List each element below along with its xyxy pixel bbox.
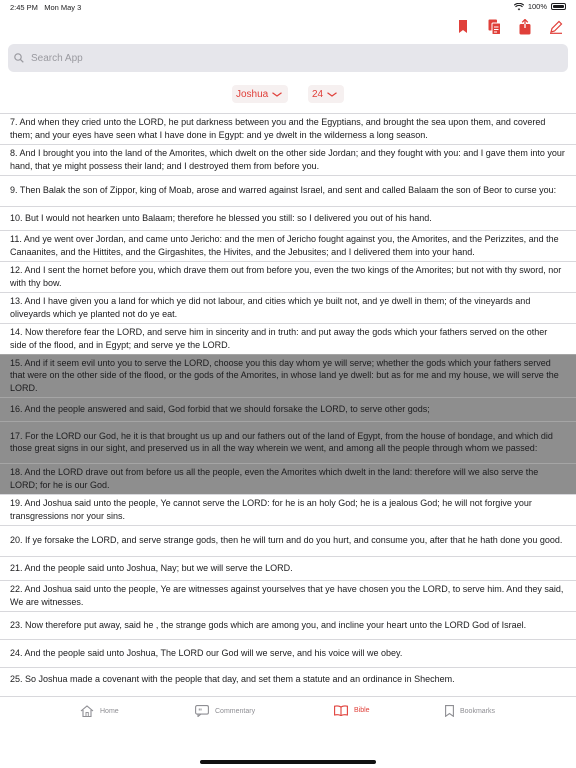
verse-text: 16. And the people answered and said, God forbid that we should forsake the LORD, to serve other gods; bbox=[10, 403, 430, 414]
battery-icon bbox=[551, 3, 566, 10]
verse-text: 19. And Joshua said unto the people, Ye cannot serve the LORD: for he is an holy God; he is a jealous God; he will not forgive your transgressions nor your sins. bbox=[10, 498, 532, 521]
verse-row[interactable] bbox=[0, 667, 576, 691]
verse-row[interactable] bbox=[0, 397, 576, 421]
verse-text: 20. If ye forsake the LORD, and serve strange gods, then he will turn and do you hurt, and consume you, after that he hath done you good. bbox=[10, 535, 563, 546]
share-button[interactable] bbox=[517, 18, 533, 36]
verse-text: 23. Now therefore put away, said he , the strange gods which are among you, and incline your heart unto the LORD God of Israel. bbox=[10, 619, 527, 630]
edit-button[interactable] bbox=[548, 18, 564, 36]
verse-row[interactable] bbox=[0, 611, 576, 639]
chevron-down-icon bbox=[272, 92, 282, 97]
tab-label: Home bbox=[100, 707, 119, 715]
verse-list[interactable] bbox=[0, 113, 576, 696]
verse-text: 14. Now therefore fear the LORD, and serve him in sincerity and in truth: and put away the gods which your fathers served on the other side of the flood, and in Egypt; and serve ye the LORD. bbox=[10, 327, 548, 350]
tab-label: Commentary bbox=[215, 707, 256, 715]
bookmark-icon bbox=[458, 20, 468, 34]
toolbar bbox=[455, 18, 564, 36]
verse-row[interactable] bbox=[0, 463, 576, 494]
bookmarks-icon bbox=[445, 705, 454, 717]
verse-text: 22. And Joshua said unto the people, Ye are witnesses against yourselves that ye have chosen you the LORD, to serve him. And they said, We are witnesses. bbox=[10, 584, 564, 607]
verse-row[interactable] bbox=[0, 580, 576, 611]
verse-text: 12. And I sent the hornet before you, which drave them out from before you, even the two kings of the Amorites; but not with thy sword, nor with thy bow. bbox=[10, 265, 562, 288]
verse-text: 11. And ye went over Jordan, and came unto Jericho: and the men of Jericho fought against you, the Amorites, and the Perizzites, and the Canaanites, and the Hittites, and the Girgashites, the Hivites, and the Jebusites; and I delivered them into your hand. bbox=[10, 234, 559, 257]
chapter-label: 24 bbox=[312, 88, 324, 100]
verse-row[interactable] bbox=[0, 323, 576, 354]
verse-row[interactable] bbox=[0, 206, 576, 230]
verse-text: 24. And the people said unto Joshua, The LORD our God will we serve, and his voice will we obey. bbox=[10, 647, 403, 658]
passage-selectors bbox=[0, 85, 576, 103]
chevron-down-icon bbox=[327, 92, 337, 97]
verse-row[interactable] bbox=[0, 556, 576, 580]
tab-commentary[interactable] bbox=[195, 705, 255, 717]
verse-text: 13. And I have given you a land for which ye did not labour, and cities which ye built not, and ye dwell in them; of the vineyards and oliveyards which ye planted not do ye eat. bbox=[10, 296, 531, 319]
tab-label: Bible bbox=[354, 707, 370, 714]
search-icon bbox=[14, 53, 24, 63]
verse-text: 7. And when they cried unto the LORD, he put darkness between you and the Egyptians, and brought the sea upon them, and covered them; and your eyes have seen what I have done in Egypt: and ye dwelt in the wilderness a long season. bbox=[10, 117, 546, 140]
verse-text: 8. And I brought you into the land of the Amorites, which dwelt on the other side Jordan; and they fought with you: and I gave them into your hand, that ye might possess their land; and I destroyed them from before you. bbox=[10, 148, 565, 171]
tab-bookmarks[interactable] bbox=[445, 705, 495, 717]
home-icon bbox=[80, 705, 94, 717]
verse-row[interactable] bbox=[0, 525, 576, 556]
verse-row[interactable] bbox=[0, 494, 576, 525]
verse-row[interactable] bbox=[0, 144, 576, 175]
verse-row[interactable] bbox=[0, 639, 576, 667]
tab-bible[interactable] bbox=[334, 705, 370, 716]
verse-row[interactable] bbox=[0, 230, 576, 261]
chapter-selector[interactable] bbox=[308, 85, 344, 103]
verse-row[interactable] bbox=[0, 421, 576, 463]
tab-bar bbox=[0, 696, 576, 724]
tab-label: Bookmarks bbox=[460, 707, 496, 715]
verse-row[interactable] bbox=[0, 292, 576, 323]
verse-text: 21. And the people said unto Joshua, Nay; but we will serve the LORD. bbox=[10, 562, 293, 573]
home-indicator bbox=[200, 760, 376, 764]
status-time: 2:45 PM bbox=[10, 3, 38, 12]
copy-button[interactable] bbox=[486, 18, 502, 36]
battery-percent: 100% bbox=[527, 2, 547, 11]
verse-row[interactable] bbox=[0, 113, 576, 144]
edit-icon bbox=[549, 20, 563, 34]
commentary-icon bbox=[195, 705, 209, 717]
share-icon bbox=[519, 19, 531, 35]
search-bar[interactable] bbox=[8, 44, 568, 72]
copy-icon bbox=[488, 19, 501, 35]
book-selector[interactable] bbox=[232, 85, 288, 103]
verse-text: 18. And the LORD drave out from before us all the people, even the Amorites which dwelt in the land: therefore will we also serve the LORD; for he is our God. bbox=[10, 467, 539, 490]
search-input[interactable] bbox=[29, 52, 533, 65]
status-bar bbox=[0, 0, 576, 14]
wifi-icon bbox=[514, 3, 524, 11]
verse-row[interactable] bbox=[0, 261, 576, 292]
verse-text: 17. For the LORD our God, he it is that brought us up and our fathers out of the land of Egypt, from the house of bondage, and which did those great signs in our sight, and preserved us in all the way wherein we went, and among all the people through whom we passed: bbox=[10, 430, 553, 453]
book-icon bbox=[334, 705, 348, 716]
verse-text: 25. So Joshua made a covenant with the people that day, and set them a statute and an ordinance in Shechem. bbox=[10, 673, 455, 684]
book-label: Joshua bbox=[236, 88, 269, 100]
verse-row[interactable] bbox=[0, 354, 576, 397]
status-date: Mon May 3 bbox=[44, 3, 82, 12]
verse-text: 9. Then Balak the son of Zippor, king of Moab, arose and warred against Israel, and sent and called Balaam the son of Beor to curse you: bbox=[10, 185, 557, 196]
verse-text: 15. And if it seem evil unto you to serve the LORD, choose you this day whom ye will serve; whether the gods which your fathers served that were on the other side of the flood, or the gods of the Amorites, in whose land ye dwell: but as for me and my house, we will serve the LORD. bbox=[10, 358, 559, 393]
bookmark-button[interactable] bbox=[455, 18, 471, 36]
tab-home[interactable] bbox=[80, 705, 119, 717]
status-right bbox=[514, 2, 566, 11]
verse-text: 10. But I would not hearken unto Balaam; therefore he blessed you still: so I delivered you out of his hand. bbox=[10, 212, 432, 223]
verse-row[interactable] bbox=[0, 175, 576, 206]
